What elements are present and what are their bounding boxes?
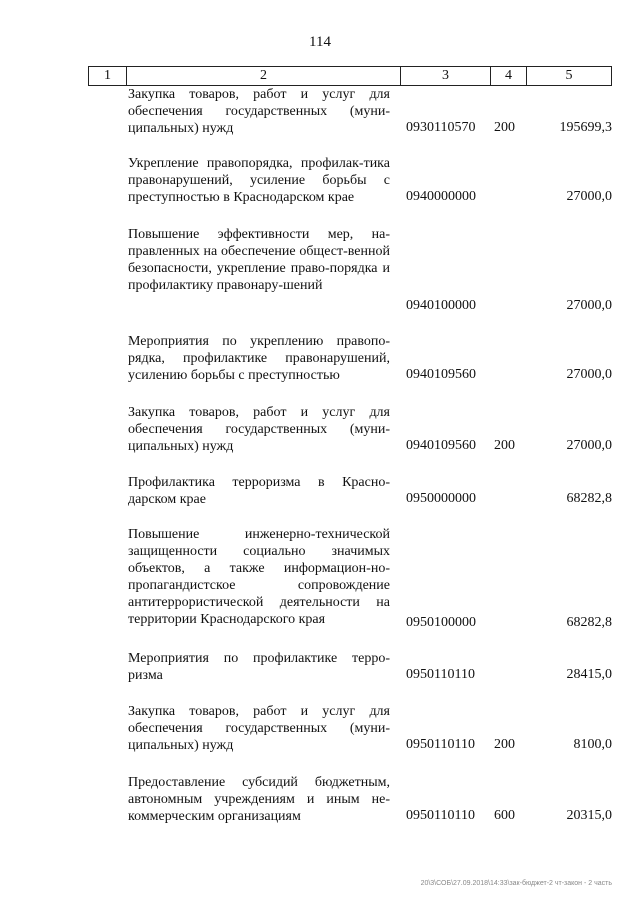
header-col-3: 3 — [401, 67, 491, 85]
row-type: 200 — [494, 737, 515, 752]
row-code: 0950110110 — [406, 667, 475, 682]
row-sum: 28415,0 — [566, 667, 612, 682]
row-type: 600 — [494, 808, 515, 823]
row-code: 0950110110 — [406, 737, 475, 752]
row-description: Мероприятия по укреплению правопо-рядка, профилактике правонарушений, усилению борьбы с преступностью — [128, 334, 390, 383]
row-code: 0950110110 — [406, 808, 475, 823]
header-col-1: 1 — [89, 67, 127, 85]
row-code: 0950100000 — [406, 615, 476, 630]
row-sum: 20315,0 — [566, 808, 612, 823]
row-description: Мероприятия по профилактике терро-ризма — [128, 651, 390, 683]
header-col-2: 2 — [127, 67, 401, 85]
row-code: 0940109560 — [406, 367, 476, 382]
row-type: 200 — [494, 438, 515, 453]
row-description: Закупка товаров, работ и услуг для обеспечения государственных (муни-ципальных) нужд — [128, 405, 390, 454]
row-code: 0940100000 — [406, 298, 476, 313]
row-description: Профилактика терроризма в Красно-дарском крае — [128, 475, 390, 507]
row-description: Закупка товаров, работ и услуг для обеспечения государственных (муни-ципальных) нужд — [128, 87, 390, 136]
row-description: Закупка товаров, работ и услуг для обеспечения государственных (муни-ципальных) нужд — [128, 704, 390, 753]
row-type: 200 — [494, 120, 515, 135]
row-description: Укрепление правопорядка, профилак-тика правонарушений, усиление борьбы с преступностью в Краснодарском крае — [128, 156, 390, 205]
footer-file-stamp: 20\3\СОБ\27.09.2018\14:33\зак-бюджет-2 чт-закон - 2 часть — [420, 880, 612, 887]
row-code: 0950000000 — [406, 491, 476, 506]
row-description: Повышение инженерно-технической защищенности социально значимых объектов, а также информацион-но-пропагандистское сопровождение антитеррористической деятельности на территории Краснодарского края — [128, 527, 390, 627]
row-sum: 27000,0 — [566, 367, 612, 382]
row-code: 0940109560 — [406, 438, 476, 453]
row-sum: 8100,0 — [573, 737, 612, 752]
row-code: 0930110570 — [406, 120, 476, 135]
row-sum: 27000,0 — [566, 438, 612, 453]
row-description: Предоставление субсидий бюджетным, автономным учреждениям и иным не-коммерческим организациям — [128, 775, 390, 824]
page-number: 114 — [309, 34, 331, 50]
row-code: 0940000000 — [406, 189, 476, 204]
header-col-4: 4 — [491, 67, 527, 85]
row-sum: 27000,0 — [566, 298, 612, 313]
row-sum: 68282,8 — [566, 491, 612, 506]
row-sum: 27000,0 — [566, 189, 612, 204]
header-col-5: 5 — [565, 68, 573, 83]
row-sum: 195699,3 — [559, 120, 612, 135]
row-description: Повышение эффективности мер, на-правленных на обеспечение общест-венной безопасности, укрепление право-порядка и профилактику правонару-шений — [128, 227, 390, 293]
row-sum: 68282,8 — [566, 615, 612, 630]
